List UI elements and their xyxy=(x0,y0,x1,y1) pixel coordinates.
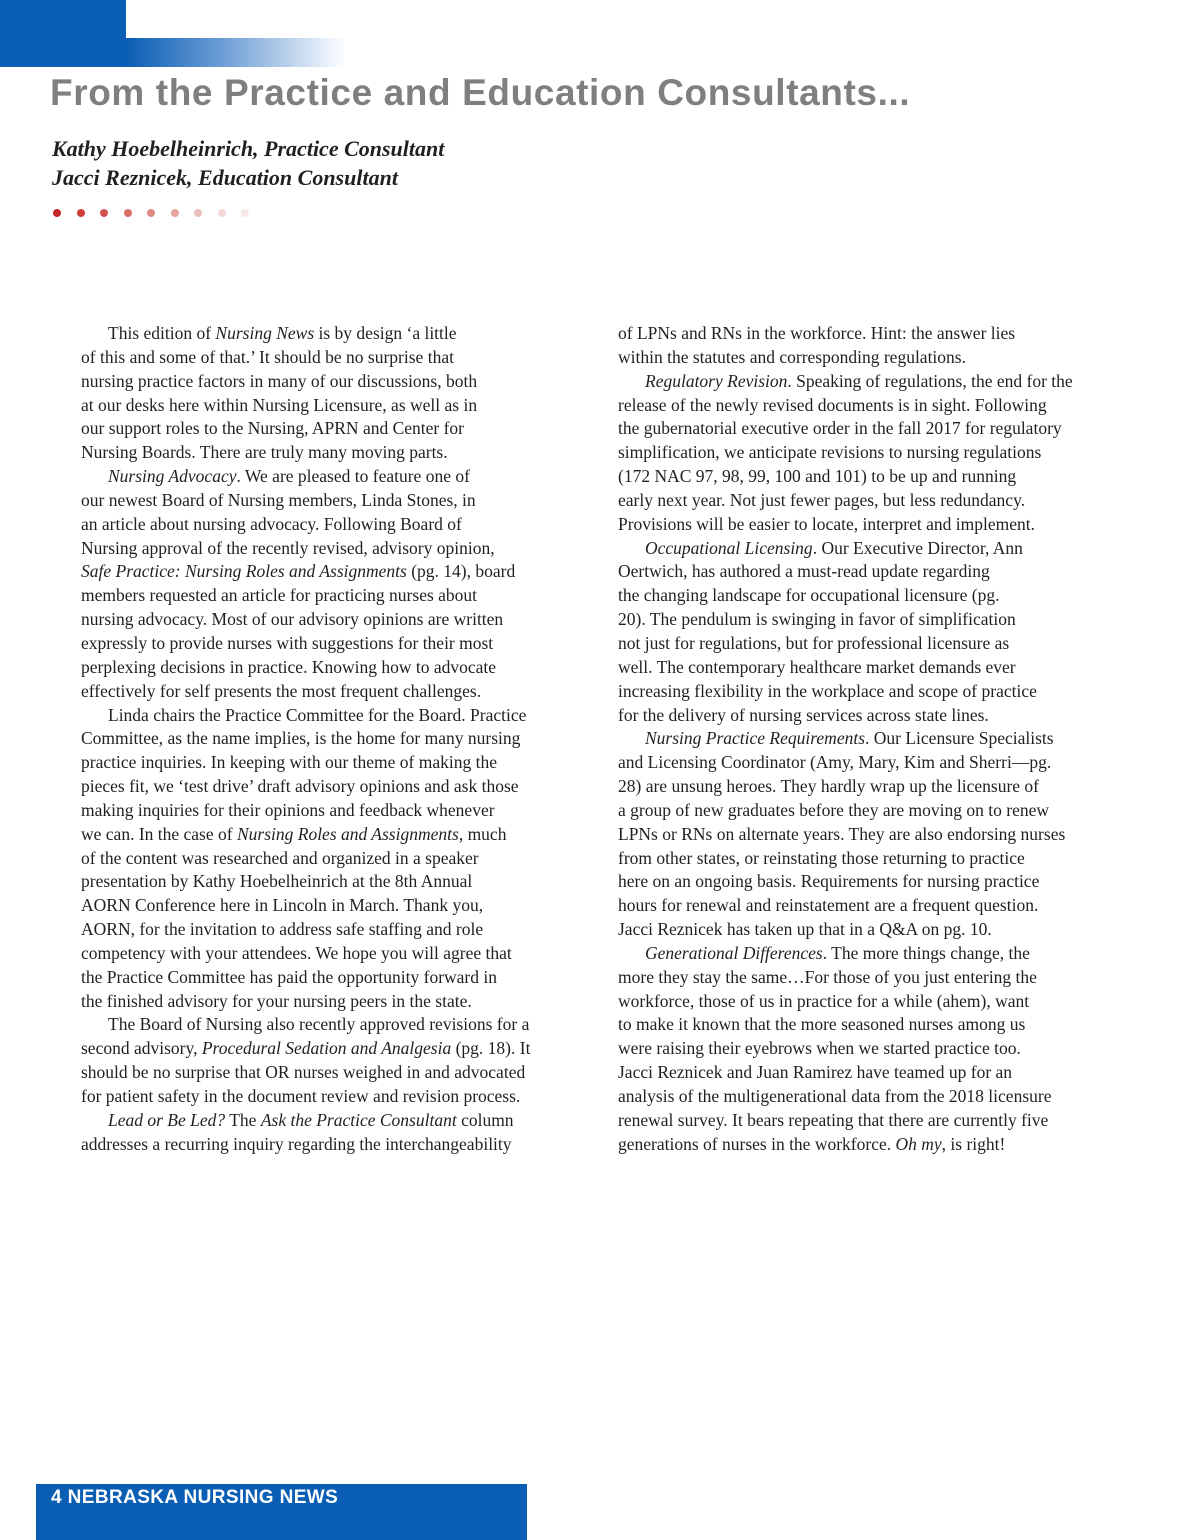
right-column-line: well. The contemporary healthcare market demands ever xyxy=(618,656,1016,677)
left-column-line: presentation by Kathy Hoebelheinrich at the 8th Annual xyxy=(81,871,473,892)
italic-title: Safe Practice: Nursing Roles and Assignments xyxy=(81,561,407,582)
left-column-line: Nursing Advocacy. We are pleased to feature one of xyxy=(108,466,470,487)
right-column-line: Nursing Practice Requirements. Our Licensure Specialists xyxy=(645,728,1054,749)
dot-8 xyxy=(241,209,249,217)
left-column-line: Safe Practice: Nursing Roles and Assignments (pg. 14), board xyxy=(81,561,516,582)
right-column-line: the changing landscape for occupational licensure (pg. xyxy=(618,585,1000,606)
left-column-line: should be no surprise that OR nurses weighed in and advocated xyxy=(81,1062,526,1083)
article-column-right xyxy=(618,322,1120,1157)
dot-3 xyxy=(124,209,132,217)
right-column-line: more they stay the same…For those of you just entering the xyxy=(618,966,1037,987)
header-color-block xyxy=(0,0,126,67)
left-column-line: an article about nursing advocacy. Following Board of xyxy=(81,513,462,534)
right-column-line: Jacci Reznicek and Juan Ramirez have teamed up for an xyxy=(618,1062,1013,1083)
dot-0 xyxy=(53,209,61,217)
right-column-line: were raising their eyebrows when we started practice too. xyxy=(618,1038,1021,1059)
footer-label xyxy=(51,1487,338,1509)
left-column-line: AORN Conference here in Lincoln in March. Thank you, xyxy=(81,895,484,916)
left-column-line: Nursing approval of the recently revised, advisory opinion, xyxy=(81,537,495,558)
right-column-line: the gubernatorial executive order in the fall 2017 for regulatory xyxy=(618,418,1062,439)
decorative-dots xyxy=(53,209,249,219)
right-column-line: increasing flexibility in the workplace and scope of practice xyxy=(618,680,1037,701)
right-column-line: and Licensing Coordinator (Amy, Mary, Kim and Sherri—pg. xyxy=(618,752,1052,773)
right-column-line: from other states, or reinstating those returning to practice xyxy=(618,847,1025,868)
byline-author-1: Kathy Hoebelheinrich, Practice Consultant xyxy=(52,136,445,161)
right-column-line: to make it known that the more seasoned nurses among us xyxy=(618,1014,1026,1035)
right-column-line: Occupational Licensing. Our Executive Director, Ann xyxy=(645,537,1023,558)
left-column-line: our newest Board of Nursing members, Linda Stones, in xyxy=(81,489,476,510)
italic-title: Procedural Sedation and Analgesia xyxy=(201,1038,452,1059)
right-column-line: Provisions will be easier to locate, interpret and implement. xyxy=(618,513,1035,534)
left-column-line: Nursing Boards. There are truly many moving parts. xyxy=(81,442,448,463)
dot-7 xyxy=(218,209,226,217)
left-column-line: addresses a recurring inquiry regarding the interchangeability xyxy=(81,1133,512,1154)
italic-title: Regulatory Revision xyxy=(645,370,788,391)
right-column-line: a group of new graduates before they are moving on to renew xyxy=(618,799,1050,820)
dot-1 xyxy=(77,209,85,217)
article-column-left xyxy=(81,322,581,1157)
left-column-line: the finished advisory for your nursing peers in the state. xyxy=(81,990,472,1011)
italic-title: Lead or Be Led? xyxy=(108,1109,226,1130)
page-number: 4 xyxy=(51,1487,62,1508)
right-column-line: 28) are unsung heroes. They hardly wrap up the licensure of xyxy=(618,776,1039,797)
left-column-line: This edition of Nursing News is by design ‘a little xyxy=(108,323,457,343)
right-column-line: hours for renewal and reinstatement are a frequent question. xyxy=(618,895,1039,916)
right-column-line: for the delivery of nursing services across state lines. xyxy=(618,704,989,725)
dot-5 xyxy=(171,209,179,217)
left-column-line: competency with your attendees. We hope you will agree that xyxy=(81,942,512,963)
dot-4 xyxy=(147,209,155,217)
right-column-line: release of the newly revised documents is in sight. Following xyxy=(618,394,1047,415)
italic-title: Nursing Roles and Assignments xyxy=(236,823,459,844)
left-column-line: pieces fit, we ‘test drive’ draft advisory opinions and ask those xyxy=(81,776,519,797)
right-column-line: here on an ongoing basis. Requirements for nursing practice xyxy=(618,871,1040,892)
left-column-line: The Board of Nursing also recently approved revisions for a xyxy=(108,1014,530,1035)
right-column-line: Regulatory Revision. Speaking of regulations, the end for the xyxy=(645,370,1073,391)
page-title: From the Practice and Education Consultants... xyxy=(50,72,911,113)
left-column-line: effectively for self presents the most frequent challenges. xyxy=(81,680,482,701)
left-column-line: practice inquiries. In keeping with our theme of making the xyxy=(81,752,497,773)
right-column-line: (172 NAC 97, 98, 99, 100 and 101) to be up and running xyxy=(618,466,1017,487)
right-column-line: not just for regulations, but for professional licensure as xyxy=(618,632,1010,653)
italic-title: Nursing Advocacy xyxy=(108,466,237,487)
left-column-line: for patient safety in the document review and revision process. xyxy=(81,1086,521,1106)
right-column-line: analysis of the multigenerational data from the 2018 licensure xyxy=(618,1086,1052,1106)
left-column-line: of the content was researched and organized in a speaker xyxy=(81,847,479,868)
dot-2 xyxy=(100,209,108,217)
left-column-line: at our desks here within Nursing Licensure, as well as in xyxy=(81,394,478,415)
right-column-line: 20). The pendulum is swinging in favor of simplification xyxy=(618,609,1016,630)
byline xyxy=(52,134,444,192)
left-column-line: Committee, as the name implies, is the home for many nursing xyxy=(81,728,521,749)
right-column-line: generations of nurses in the workforce. Oh my, is right! xyxy=(618,1133,1006,1154)
left-column-line: we can. In the case of Nursing Roles and Assignments, much xyxy=(81,823,507,844)
left-column-line: AORN, for the invitation to address safe staffing and role xyxy=(81,919,484,940)
right-column-line: LPNs or RNs on alternate years. They are also endorsing nurses xyxy=(618,823,1066,844)
left-column-line: perplexing decisions in practice. Knowing how to advocate xyxy=(81,656,497,677)
left-column-line: the Practice Committee has paid the opportunity forward in xyxy=(81,966,498,987)
left-column-line: of this and some of that.’ It should be no surprise that xyxy=(81,346,454,367)
italic-title: Occupational Licensing xyxy=(645,537,813,558)
left-column-line: nursing practice factors in many of our discussions, both xyxy=(81,370,478,391)
right-column-line: Jacci Reznicek has taken up that in a Q&A on pg. 10. xyxy=(618,919,992,940)
right-column-line: simplification, we anticipate revisions to nursing regulations xyxy=(618,442,1042,463)
left-column-line: second advisory, Procedural Sedation and Analgesia (pg. 18). It xyxy=(81,1038,531,1059)
right-column-line: Generational Differences. The more things change, the xyxy=(645,942,1030,963)
header-gradient-bar xyxy=(126,38,346,67)
right-column-line: Oertwich, has authored a must-read update regarding xyxy=(618,561,990,582)
italic-title: Nursing News xyxy=(215,323,315,343)
right-column-line: early next year. Not just fewer pages, but less redundancy. xyxy=(618,489,1026,510)
right-column-line: workforce, those of us in practice for a while (ahem), want xyxy=(618,990,1030,1011)
footer-bar xyxy=(36,1484,527,1540)
publication-name: NEBRASKA NURSING NEWS xyxy=(67,1487,339,1508)
left-column-line: our support roles to the Nursing, APRN and Center for xyxy=(81,418,465,439)
right-column-line: within the statutes and corresponding regulations. xyxy=(618,346,966,367)
left-column-line: nursing advocacy. Most of our advisory opinions are written xyxy=(81,609,504,630)
right-column-line: renewal survey. It bears repeating that there are currently five xyxy=(618,1109,1049,1130)
left-column-line: Lead or Be Led? The Ask the Practice Consultant column xyxy=(108,1109,514,1130)
italic-title: Nursing Practice Requirements xyxy=(645,728,866,749)
italic-title: Oh my xyxy=(895,1133,942,1154)
italic-title: Generational Differences xyxy=(645,942,823,963)
italic-title: Ask the Practice Consultant xyxy=(260,1109,457,1130)
left-column-line: making inquiries for their opinions and feedback whenever xyxy=(81,799,495,820)
byline-author-2: Jacci Reznicek, Education Consultant xyxy=(52,165,398,190)
left-column-line: Linda chairs the Practice Committee for the Board. Practice xyxy=(108,704,527,725)
dot-6 xyxy=(194,209,202,217)
left-column-line: expressly to provide nurses with suggestions for their most xyxy=(81,632,494,653)
right-column-line: of LPNs and RNs in the workforce. Hint: the answer lies xyxy=(618,323,1016,343)
left-column-line: members requested an article for practicing nurses about xyxy=(81,585,478,606)
